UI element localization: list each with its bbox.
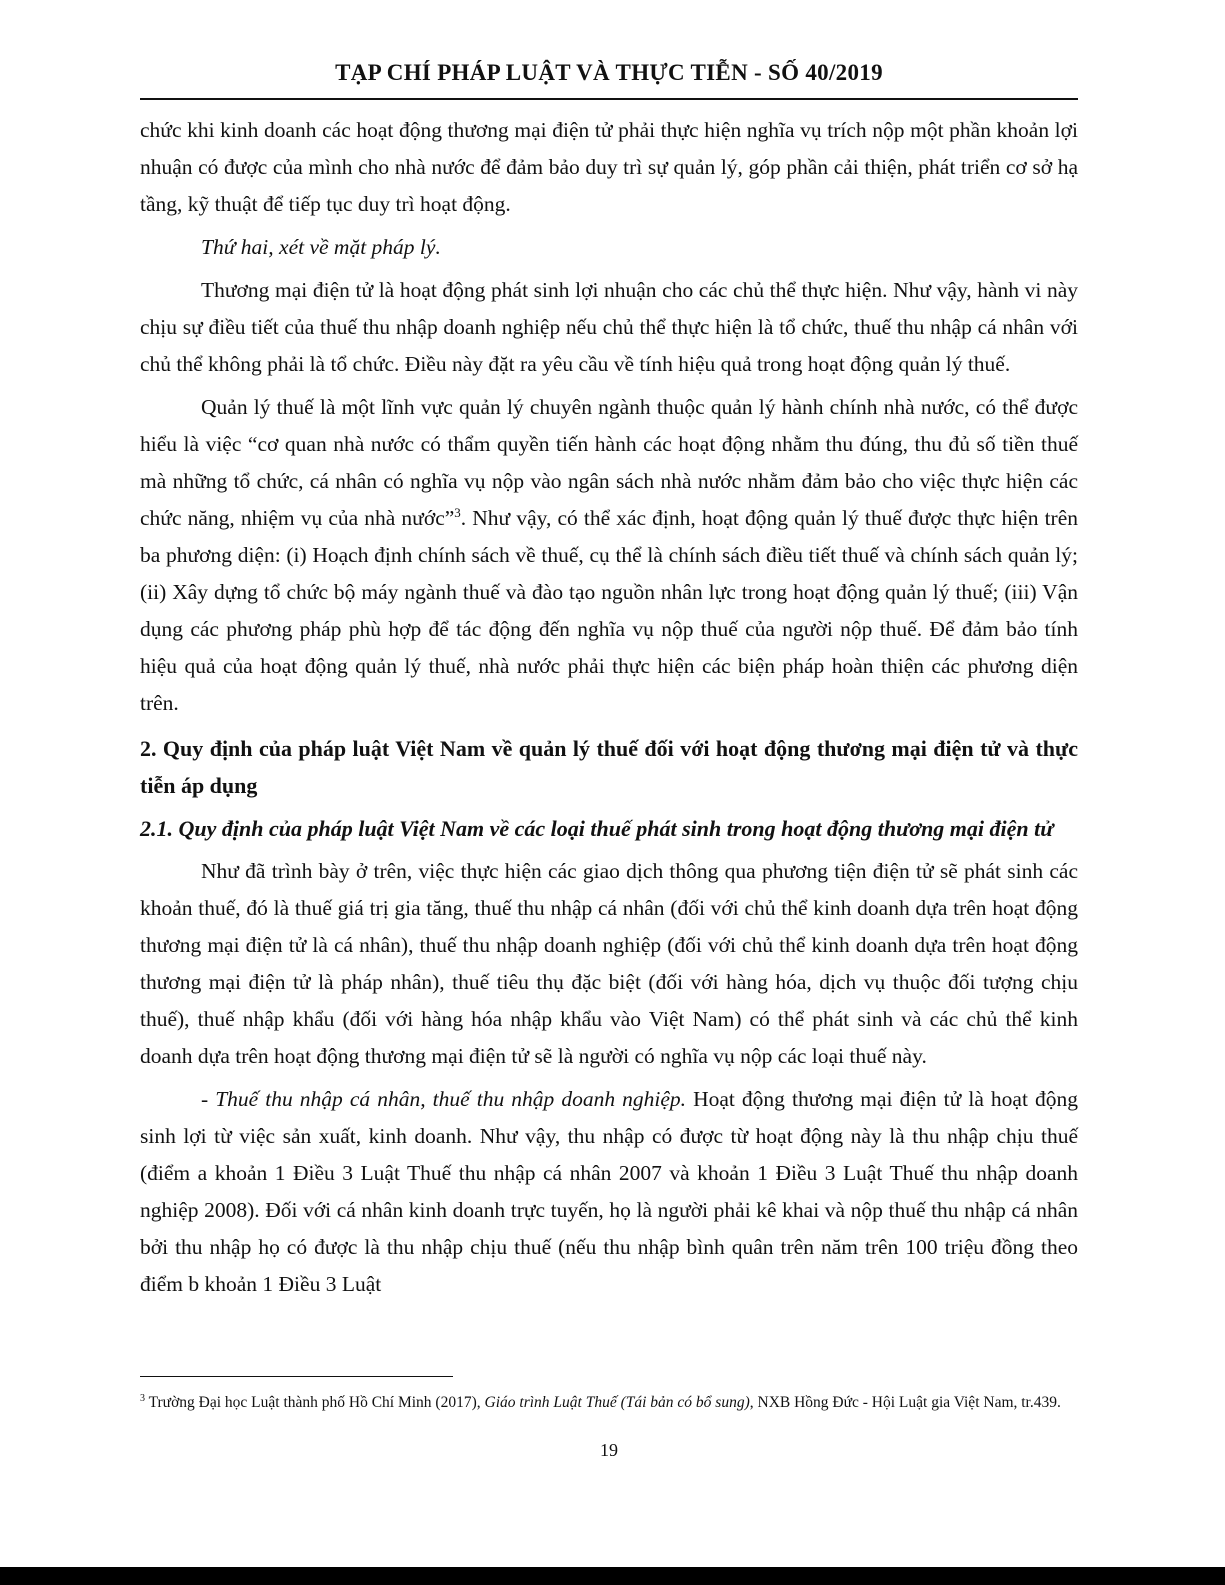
footnote-divider	[140, 1376, 453, 1377]
footnote-text-a: Trường Đại học Luật thành phố Hồ Chí Minh (2017),	[145, 1394, 485, 1412]
footnote-reference: 3	[454, 504, 461, 520]
paragraph-4-part-b: . Như vậy, có thể xác định, hoạt động quản lý thuế được thực hiện trên ba phương diện: (i) Hoạch định chính sách về thuế, cụ thể là chính sách điều tiết thuế và chính sách quản lý; (ii) Xây dựng tổ chức bộ máy ngành thuế và đào tạo nguồn nhân lực trong hoạt động quản lý thuế; (iii) Vận dụng các phương pháp phù hợp để tác động đến nghĩa vụ nộp thuế của người nộp thuế. Để đảm bảo tính hiệu quả của hoạt động quản lý thuế, nhà nước phải thực hiện các biện pháp hoàn thiện các phương diện trên.	[140, 506, 1078, 715]
footnote-text-b: , NXB Hồng Đức - Hội Luật gia Việt Nam, tr.439.	[749, 1394, 1061, 1412]
scan-edge-bar	[0, 1567, 1225, 1585]
footnote-text-italic: Giáo trình Luật Thuế (Tái bản có bổ sung)	[484, 1394, 750, 1412]
paragraph-2: Thứ hai, xét về mặt pháp lý.	[201, 235, 441, 259]
header-divider	[140, 98, 1078, 100]
footnote-number: 3	[140, 1393, 145, 1404]
paragraph-1: chức khi kinh doanh các hoạt động thương mại điện tử phải thực hiện nghĩa vụ trích nộp một phần khoản lợi nhuận có được của mình cho nhà nước để đảm bảo duy trì sự quản lý, góp phần cải thiện, phát triển cơ sở hạ tầng, kỹ thuật để tiếp tục duy trì hoạt động.	[140, 118, 1078, 216]
paragraph-3: Thương mại điện tử là hoạt động phát sinh lợi nhuận cho các chủ thể thực hiện. Như vậy, hành vi này chịu sự điều tiết của thuế thu nhập doanh nghiệp nếu chủ thể thực hiện là tổ chức, thuế thu nhập cá nhân với chủ thể không phải là tổ chức. Điều này đặt ra yêu cầu về tính hiệu quả trong hoạt động quản lý thuế.	[140, 278, 1078, 376]
page-number: 19	[600, 1440, 618, 1460]
footnote	[140, 1386, 1078, 1415]
paragraph-4-part-a: Quản lý thuế là một lĩnh vực quản lý chuyên ngành thuộc quản lý hành chính nhà nước, có thể được hiểu là việc “cơ quan nhà nước có thẩm quyền tiến hành các hoạt động nhằm thu đúng, thu đủ số tiền thuế mà những tổ chức, cá nhân có nghĩa vụ nộp vào ngân sách nhà nước nhằm đảm bảo cho việc thực hiện các chức năng, nhiệm vụ của nhà nước”	[140, 395, 1078, 530]
paragraph-6-lead: - Thuế thu nhập cá nhân, thuế thu nhập doanh nghiệp.	[201, 1087, 687, 1111]
paragraph-6	[140, 1081, 1078, 1303]
subsection-heading: 2.1. Quy định của pháp luật Việt Nam về các loại thuế phát sinh trong hoạt động thương mại điện tử	[140, 816, 1054, 841]
paragraph-4	[140, 389, 1078, 722]
paragraph-6-rest: Hoạt động thương mại điện tử là hoạt động sinh lợi từ việc sản xuất, kinh doanh. Như vậy, thu nhập có được từ hoạt động này là thu nhập chịu thuế (điểm a khoản 1 Điều 3 Luật Thuế thu nhập cá nhân 2007 và khoản 1 Điều 3 Luật Thuế thu nhập doanh nghiệp 2008). Đối với cá nhân kinh doanh trực tuyến, họ là người phải kê khai và nộp thuế thu nhập cá nhân bởi thu nhập họ có được là thu nhập chịu thuế (nếu thu nhập bình quân trên năm trên 100 triệu đồng theo điểm b khoản 1 Điều 3 Luật	[140, 1087, 1078, 1296]
journal-header: TẠP CHÍ PHÁP LUẬT VÀ THỰC TIỄN - SỐ 40/2019	[335, 60, 883, 85]
section-heading: 2. Quy định của pháp luật Việt Nam về quản lý thuế đối với hoạt động thương mại điện tử và thực tiễn áp dụng	[140, 736, 1078, 798]
paragraph-5: Như đã trình bày ở trên, việc thực hiện các giao dịch thông qua phương tiện điện tử sẽ phát sinh các khoản thuế, đó là thuế giá trị gia tăng, thuế thu nhập cá nhân (đối với chủ thể kinh doanh dựa trên hoạt động thương mại điện tử là cá nhân), thuế thu nhập doanh nghiệp (đối với chủ thể kinh doanh dựa trên hoạt động thương mại điện tử là pháp nhân), thuế tiêu thụ đặc biệt (đối với hàng hóa, dịch vụ thuộc đối tượng chịu thuế), thuế nhập khẩu (đối với hàng hóa nhập khẩu vào Việt Nam) có thể phát sinh và các chủ thể kinh doanh dựa trên hoạt động thương mại điện tử sẽ là người có nghĩa vụ nộp các loại thuế này.	[140, 859, 1078, 1068]
article-body	[140, 112, 1078, 1309]
